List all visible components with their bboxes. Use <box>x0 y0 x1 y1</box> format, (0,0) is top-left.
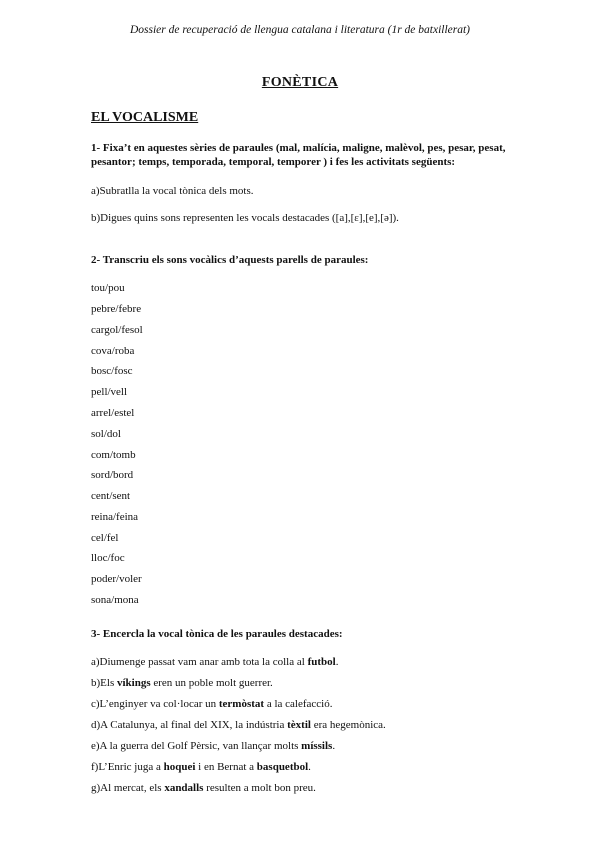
item-text: i en Bernat a <box>195 761 257 773</box>
question-3-item <box>91 739 335 753</box>
item-text: e)A la guerra del Golf Pèrsic, van llançar molts <box>91 740 302 752</box>
word-pair: sona/mona <box>91 594 139 606</box>
item-text: resulten a molt bon preu. <box>203 782 316 794</box>
question-3-item <box>91 697 332 711</box>
item-text: a la calefacció. <box>264 698 333 710</box>
word-pair: sord/bord <box>91 469 134 481</box>
highlighted-word: míssils <box>301 740 333 752</box>
word-pair: cargol/fesol <box>91 324 143 336</box>
word-pair: arrel/estel <box>91 407 135 419</box>
item-text: . <box>335 656 339 668</box>
item-text: a)Diumenge passat vam anar amb tota la colla al <box>91 656 308 668</box>
word-pair: cent/sent <box>91 490 131 502</box>
highlighted-word: basquetbol <box>256 761 309 773</box>
highlighted-word: futbol <box>307 656 336 668</box>
word-pair: tou/pou <box>91 282 125 294</box>
page-header: Dossier de recuperació de llengua catalana i literatura (1r de batxillerat) <box>129 24 471 36</box>
item-text: . <box>308 761 311 773</box>
question-3-item <box>91 718 386 732</box>
highlighted-word: tèxtil <box>287 719 311 731</box>
item-text: b)Els <box>91 677 117 689</box>
item-text: c)L’enginyer va col·locar un <box>91 698 219 710</box>
question-1-item-b: b)Digues quins sons representen les vocals destacades ([a],[ɛ],[e],[ə]). <box>91 212 399 224</box>
page-title: FONÈTICA <box>261 75 339 90</box>
question-3-item <box>91 655 338 669</box>
highlighted-word: termòstat <box>218 698 265 710</box>
highlighted-word: víkings <box>116 677 151 689</box>
item-text: era hegemònica. <box>310 719 386 731</box>
question-3-title: 3- Encercla la vocal tònica de les paraules destacades: <box>91 628 343 640</box>
item-text: . <box>332 740 336 752</box>
item-text: d)A Catalunya, al final del XIX, la indústria <box>91 719 288 731</box>
word-pair: poder/voler <box>91 573 142 585</box>
word-pair: pell/vell <box>91 386 128 398</box>
item-text: f)L’Enric juga a <box>91 761 164 773</box>
highlighted-word: xandalls <box>164 782 204 794</box>
item-text: eren un poble molt guerrer. <box>150 677 273 689</box>
question-1-title: 1- Fixa’t en aquestes sèries de paraules (mal, malícia, maligne, malèvol, pes, pesar, pesat, pesantor; temps, temporada, temporal, temporer ) i fes les activitats següents: <box>91 142 506 168</box>
question-2-title: 2- Transcriu els sons vocàlics d’aquests parells de paraules: <box>91 254 369 266</box>
question-3-item <box>91 781 316 795</box>
word-pair: pebre/febre <box>91 303 142 315</box>
question-1-item-a: a)Subratlla la vocal tònica dels mots. <box>91 185 254 197</box>
word-pair: lloc/foc <box>91 552 125 564</box>
highlighted-word: hoquei <box>163 761 196 773</box>
item-text: g)Al mercat, els <box>91 782 165 794</box>
word-pair: com/tomb <box>91 449 136 461</box>
section-heading: EL VOCALISME <box>91 110 199 125</box>
question-3-item <box>91 760 311 774</box>
word-pair: cova/roba <box>91 345 135 357</box>
word-pair: reina/feina <box>91 511 139 523</box>
word-pair: bosc/fosc <box>91 365 133 377</box>
word-pair: cel/fel <box>91 532 119 544</box>
word-pair: sol/dol <box>91 428 121 440</box>
question-3-item <box>91 676 273 690</box>
